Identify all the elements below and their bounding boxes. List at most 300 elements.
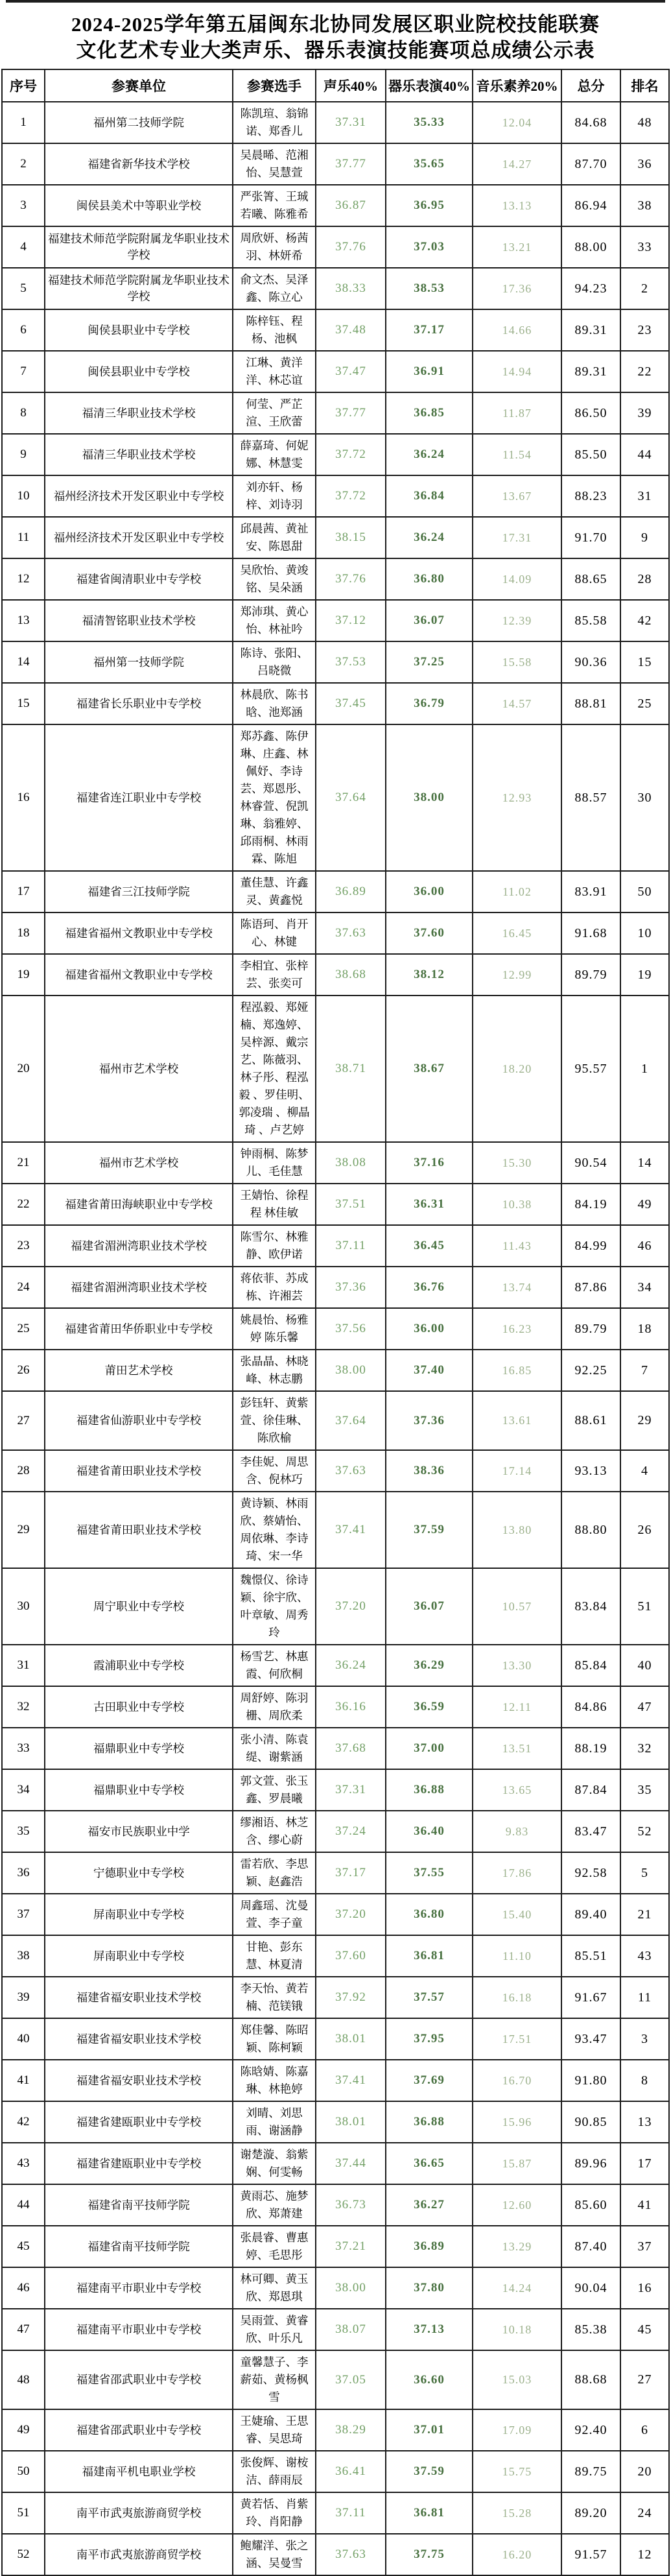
row-number-cell: 25 bbox=[2, 1308, 45, 1350]
total-score-cell: 91.67 bbox=[561, 1977, 620, 2018]
rank-cell: 49 bbox=[620, 1184, 669, 1225]
vocal-score-cell: 36.87 bbox=[316, 185, 386, 226]
school-cell: 福建技术师范学院附属龙华职业技术学校 bbox=[45, 268, 233, 309]
vocal-score-cell: 38.01 bbox=[316, 2101, 386, 2143]
rank-cell: 48 bbox=[620, 102, 669, 143]
row-number-cell: 2 bbox=[2, 143, 45, 185]
school-cell: 古田职业中专学校 bbox=[45, 1686, 233, 1728]
total-score-cell: 94.23 bbox=[561, 268, 620, 309]
contestants-cell: 陈诗、张阳、吕晓微 bbox=[233, 641, 316, 683]
rank-cell: 37 bbox=[620, 2226, 669, 2267]
instrumental-score-cell: 36.79 bbox=[386, 683, 473, 724]
row-number-cell: 31 bbox=[2, 1645, 45, 1686]
total-score-cell: 85.50 bbox=[561, 434, 620, 475]
row-number-cell: 27 bbox=[2, 1391, 45, 1450]
literacy-score-cell: 12.93 bbox=[473, 724, 561, 871]
rank-cell: 22 bbox=[620, 351, 669, 392]
rank-cell: 29 bbox=[620, 1391, 669, 1450]
school-cell: 福建省福安职业技术学校 bbox=[45, 1977, 233, 2018]
instrumental-score-cell: 37.17 bbox=[386, 309, 473, 351]
table-row bbox=[2, 1142, 669, 1184]
literacy-score-cell: 17.86 bbox=[473, 1852, 561, 1894]
rank-cell: 4 bbox=[620, 1450, 669, 1492]
school-cell: 福州经济技术开发区职业中专学校 bbox=[45, 475, 233, 517]
table-row bbox=[2, 600, 669, 641]
vocal-score-cell: 37.36 bbox=[316, 1267, 386, 1308]
row-number-cell: 3 bbox=[2, 185, 45, 226]
total-score-cell: 90.85 bbox=[561, 2101, 620, 2143]
contestants-cell: 黄诗颖、林雨欣、蔡婧怡、周依琳、李诗琦、宋一华 bbox=[233, 1492, 316, 1568]
instrumental-score-cell: 36.89 bbox=[386, 2226, 473, 2267]
vocal-score-cell: 37.11 bbox=[316, 2492, 386, 2534]
row-number-cell: 38 bbox=[2, 1935, 45, 1977]
literacy-score-cell: 10.38 bbox=[473, 1184, 561, 1225]
total-score-cell: 92.40 bbox=[561, 2409, 620, 2451]
school-cell: 福建省莆田职业技术学校 bbox=[45, 1492, 233, 1568]
contestants-cell: 彭钰轩、黄紫萱、徐佳琳、陈欣榆 bbox=[233, 1391, 316, 1450]
table-row bbox=[2, 1308, 669, 1350]
table-row bbox=[2, 2350, 669, 2409]
instrumental-score-cell: 38.12 bbox=[386, 954, 473, 996]
total-score-cell: 89.20 bbox=[561, 2492, 620, 2534]
instrumental-score-cell: 37.16 bbox=[386, 1142, 473, 1184]
literacy-score-cell: 14.09 bbox=[473, 558, 561, 600]
literacy-score-cell: 18.20 bbox=[473, 996, 561, 1142]
total-score-cell: 87.86 bbox=[561, 1267, 620, 1308]
school-cell: 福建省新华技术学校 bbox=[45, 143, 233, 185]
rank-cell: 52 bbox=[620, 1811, 669, 1852]
contestants-cell: 李相宜、张梓芸、张奕可 bbox=[233, 954, 316, 996]
school-cell: 福建省莆田华侨职业中专学校 bbox=[45, 1308, 233, 1350]
title-line-2: 文化艺术专业大类声乐、器乐表演技能赛项总成绩公示表 bbox=[76, 39, 595, 62]
vocal-score-cell: 37.47 bbox=[316, 351, 386, 392]
rank-cell: 36 bbox=[620, 143, 669, 185]
school-cell: 福建南平市职业中专学校 bbox=[45, 2267, 233, 2309]
contestants-cell: 林可卿、黄玉欣、郑恩琪 bbox=[233, 2267, 316, 2309]
rank-cell: 27 bbox=[620, 2350, 669, 2409]
contestants-cell: 郑沛琪、黄心怡、林祉吟 bbox=[233, 600, 316, 641]
contestants-cell: 江琳、黄洋洋、林芯谊 bbox=[233, 351, 316, 392]
instrumental-score-cell: 35.33 bbox=[386, 102, 473, 143]
instrumental-score-cell: 37.80 bbox=[386, 2267, 473, 2309]
rank-cell: 12 bbox=[620, 2534, 669, 2575]
contestants-cell: 邱晨茜、黄祉安、陈恩甜 bbox=[233, 517, 316, 558]
total-score-cell: 89.40 bbox=[561, 1894, 620, 1935]
school-cell: 霞浦职业中专学校 bbox=[45, 1645, 233, 1686]
instrumental-score-cell: 37.01 bbox=[386, 2409, 473, 2451]
table-row bbox=[2, 641, 669, 683]
instrumental-score-cell: 36.07 bbox=[386, 1568, 473, 1645]
literacy-score-cell: 17.09 bbox=[473, 2409, 561, 2451]
vocal-score-cell: 37.44 bbox=[316, 2143, 386, 2184]
contestants-cell: 王婕瑜、王思睿、吴思琦 bbox=[233, 2409, 316, 2451]
total-score-cell: 85.58 bbox=[561, 600, 620, 641]
total-score-cell: 85.84 bbox=[561, 1645, 620, 1686]
table-row bbox=[2, 1852, 669, 1894]
row-number-cell: 10 bbox=[2, 475, 45, 517]
contestants-cell: 程泓毅、郑娅楠、郑逸婷、吴梓源、戴宗艺、陈薇羽、林子彤、程泓毅 、罗佳明、郭凌瑞 、柳晶琦 、卢艺婷 bbox=[233, 996, 316, 1142]
school-cell: 福清三华职业技术学校 bbox=[45, 434, 233, 475]
instrumental-score-cell: 36.59 bbox=[386, 1686, 473, 1728]
total-score-cell: 93.47 bbox=[561, 2018, 620, 2060]
school-cell: 福建省湄洲湾职业技术学校 bbox=[45, 1267, 233, 1308]
row-number-cell: 30 bbox=[2, 1568, 45, 1645]
row-number-cell: 15 bbox=[2, 683, 45, 724]
table-row bbox=[2, 1686, 669, 1728]
literacy-score-cell: 15.96 bbox=[473, 2101, 561, 2143]
school-cell: 福建省连江职业中专学校 bbox=[45, 724, 233, 871]
literacy-score-cell: 15.03 bbox=[473, 2350, 561, 2409]
table-row bbox=[2, 1492, 669, 1568]
literacy-score-cell: 11.43 bbox=[473, 1225, 561, 1267]
instrumental-score-cell: 38.36 bbox=[386, 1450, 473, 1492]
rank-cell: 35 bbox=[620, 1769, 669, 1811]
row-number-cell: 21 bbox=[2, 1142, 45, 1184]
vocal-score-cell: 37.31 bbox=[316, 1769, 386, 1811]
vocal-score-cell: 36.24 bbox=[316, 1645, 386, 1686]
contestants-cell: 吴雨萱、黄睿欣、叶乐凡 bbox=[233, 2309, 316, 2350]
results-table bbox=[1, 69, 670, 2576]
row-number-cell: 12 bbox=[2, 558, 45, 600]
row-number-cell: 4 bbox=[2, 226, 45, 268]
literacy-score-cell: 15.58 bbox=[473, 641, 561, 683]
vocal-score-cell: 37.60 bbox=[316, 1935, 386, 1977]
contestants-cell: 董佳慧、许鑫灵、黄鑫悦 bbox=[233, 871, 316, 912]
rank-cell: 7 bbox=[620, 1350, 669, 1391]
total-score-cell: 86.50 bbox=[561, 392, 620, 434]
instrumental-score-cell: 36.65 bbox=[386, 2143, 473, 2184]
table-row bbox=[2, 2309, 669, 2350]
rank-cell: 44 bbox=[620, 434, 669, 475]
rank-cell: 19 bbox=[620, 954, 669, 996]
rank-cell: 17 bbox=[620, 2143, 669, 2184]
instrumental-score-cell: 36.31 bbox=[386, 1184, 473, 1225]
literacy-score-cell: 12.11 bbox=[473, 1686, 561, 1728]
school-cell: 福建省闽清职业中专学校 bbox=[45, 558, 233, 600]
school-cell: 福安市民族职业中学 bbox=[45, 1811, 233, 1852]
school-cell: 福建省南平技师学院 bbox=[45, 2184, 233, 2226]
table-row bbox=[2, 2492, 669, 2534]
contestants-cell: 郭文萱、张玉鑫、罗晨曦 bbox=[233, 1769, 316, 1811]
literacy-score-cell: 16.20 bbox=[473, 2534, 561, 2575]
literacy-score-cell: 10.18 bbox=[473, 2309, 561, 2350]
literacy-score-cell: 13.80 bbox=[473, 1492, 561, 1568]
vocal-score-cell: 37.72 bbox=[316, 475, 386, 517]
vocal-score-cell: 37.63 bbox=[316, 912, 386, 954]
row-number-cell: 52 bbox=[2, 2534, 45, 2575]
instrumental-score-cell: 36.45 bbox=[386, 1225, 473, 1267]
literacy-score-cell: 15.28 bbox=[473, 2492, 561, 2534]
table-row bbox=[2, 2143, 669, 2184]
table-row bbox=[2, 1450, 669, 1492]
rank-cell: 43 bbox=[620, 1935, 669, 1977]
row-number-cell: 8 bbox=[2, 392, 45, 434]
vocal-score-cell: 37.48 bbox=[316, 309, 386, 351]
instrumental-score-cell: 37.36 bbox=[386, 1391, 473, 1450]
row-number-cell: 11 bbox=[2, 517, 45, 558]
literacy-score-cell: 17.51 bbox=[473, 2018, 561, 2060]
table-row bbox=[2, 683, 669, 724]
instrumental-score-cell: 37.69 bbox=[386, 2060, 473, 2101]
table-row bbox=[2, 226, 669, 268]
contestants-cell: 童馨慧子、李薪茹、黄杨枫雪 bbox=[233, 2350, 316, 2409]
total-score-cell: 85.51 bbox=[561, 1935, 620, 1977]
total-score-cell: 92.25 bbox=[561, 1350, 620, 1391]
literacy-score-cell: 15.87 bbox=[473, 2143, 561, 2184]
row-number-cell: 29 bbox=[2, 1492, 45, 1568]
rank-cell: 26 bbox=[620, 1492, 669, 1568]
vocal-score-cell: 37.20 bbox=[316, 1894, 386, 1935]
instrumental-score-cell: 36.24 bbox=[386, 434, 473, 475]
school-cell: 福建省福安职业技术学校 bbox=[45, 2060, 233, 2101]
contestants-cell: 何莹、严芷渲、王欣蕾 bbox=[233, 392, 316, 434]
rank-cell: 38 bbox=[620, 185, 669, 226]
instrumental-score-cell: 37.03 bbox=[386, 226, 473, 268]
contestants-cell: 林晨欣、陈书晗、池郑涵 bbox=[233, 683, 316, 724]
total-score-cell: 91.70 bbox=[561, 517, 620, 558]
header-instrumental: 器乐表演40% bbox=[386, 69, 473, 102]
instrumental-score-cell: 36.80 bbox=[386, 558, 473, 600]
total-score-cell: 84.86 bbox=[561, 1686, 620, 1728]
literacy-score-cell: 13.13 bbox=[473, 185, 561, 226]
instrumental-score-cell: 37.59 bbox=[386, 2451, 473, 2492]
vocal-score-cell: 38.29 bbox=[316, 2409, 386, 2451]
literacy-score-cell: 15.30 bbox=[473, 1142, 561, 1184]
total-score-cell: 90.36 bbox=[561, 641, 620, 683]
literacy-score-cell: 13.61 bbox=[473, 1391, 561, 1450]
literacy-score-cell: 13.74 bbox=[473, 1267, 561, 1308]
table-row bbox=[2, 2267, 669, 2309]
school-cell: 福州第二技师学院 bbox=[45, 102, 233, 143]
vocal-score-cell: 37.64 bbox=[316, 724, 386, 871]
rank-cell: 32 bbox=[620, 1728, 669, 1769]
vocal-score-cell: 36.41 bbox=[316, 2451, 386, 2492]
row-number-cell: 47 bbox=[2, 2309, 45, 2350]
literacy-score-cell: 14.27 bbox=[473, 143, 561, 185]
rank-cell: 1 bbox=[620, 996, 669, 1142]
instrumental-score-cell: 37.57 bbox=[386, 1977, 473, 2018]
instrumental-score-cell: 36.76 bbox=[386, 1267, 473, 1308]
contestants-cell: 雷若欣、李思颖、赵鑫浩 bbox=[233, 1852, 316, 1894]
row-number-cell: 39 bbox=[2, 1977, 45, 2018]
row-number-cell: 33 bbox=[2, 1728, 45, 1769]
rank-cell: 2 bbox=[620, 268, 669, 309]
contestants-cell: 鲍耀洋、张之涵、吴曼雪 bbox=[233, 2534, 316, 2575]
contestants-cell: 谢楚漩、翁紫娴、何雯畅 bbox=[233, 2143, 316, 2184]
school-cell: 福建省福州文教职业中专学校 bbox=[45, 954, 233, 996]
school-cell: 南平市武夷旅游商贸学校 bbox=[45, 2492, 233, 2534]
literacy-score-cell: 15.75 bbox=[473, 2451, 561, 2492]
table-row bbox=[2, 724, 669, 871]
school-cell: 周宁职业中专学校 bbox=[45, 1568, 233, 1645]
table-row bbox=[2, 392, 669, 434]
table-row bbox=[2, 1568, 669, 1645]
contestants-cell: 周舒婷、陈羽栅、周欣柔 bbox=[233, 1686, 316, 1728]
vocal-score-cell: 36.73 bbox=[316, 2184, 386, 2226]
literacy-score-cell: 13.30 bbox=[473, 1645, 561, 1686]
literacy-score-cell: 14.94 bbox=[473, 351, 561, 392]
instrumental-score-cell: 37.00 bbox=[386, 1728, 473, 1769]
total-score-cell: 91.80 bbox=[561, 2060, 620, 2101]
total-score-cell: 84.19 bbox=[561, 1184, 620, 1225]
table-row bbox=[2, 268, 669, 309]
contestants-cell: 陈凯瑄、翁锦诺、郑香儿 bbox=[233, 102, 316, 143]
school-cell: 福建南平市职业中专学校 bbox=[45, 2309, 233, 2350]
school-cell: 福建省莆田海峡职业中专学校 bbox=[45, 1184, 233, 1225]
school-cell: 福建省福州文教职业中专学校 bbox=[45, 912, 233, 954]
title-line-1: 2024-2025学年第五届闽东北协同发展区职业院校技能联赛 bbox=[71, 13, 600, 36]
total-score-cell: 85.38 bbox=[561, 2309, 620, 2350]
total-score-cell: 87.40 bbox=[561, 2226, 620, 2267]
table-row bbox=[2, 954, 669, 996]
row-number-cell: 48 bbox=[2, 2350, 45, 2409]
school-cell: 福建省南平技师学院 bbox=[45, 2226, 233, 2267]
total-score-cell: 95.57 bbox=[561, 996, 620, 1142]
rank-cell: 23 bbox=[620, 309, 669, 351]
total-score-cell: 86.94 bbox=[561, 185, 620, 226]
total-score-cell: 89.96 bbox=[561, 2143, 620, 2184]
instrumental-score-cell: 36.29 bbox=[386, 1645, 473, 1686]
table-row bbox=[2, 2534, 669, 2575]
rank-cell: 40 bbox=[620, 1645, 669, 1686]
literacy-score-cell: 12.99 bbox=[473, 954, 561, 996]
vocal-score-cell: 38.08 bbox=[316, 1142, 386, 1184]
vocal-score-cell: 37.20 bbox=[316, 1568, 386, 1645]
row-number-cell: 26 bbox=[2, 1350, 45, 1391]
rank-cell: 45 bbox=[620, 2309, 669, 2350]
literacy-score-cell: 16.85 bbox=[473, 1350, 561, 1391]
table-row bbox=[2, 2409, 669, 2451]
total-score-cell: 92.58 bbox=[561, 1852, 620, 1894]
row-number-cell: 42 bbox=[2, 2101, 45, 2143]
instrumental-score-cell: 36.88 bbox=[386, 2101, 473, 2143]
table-row bbox=[2, 1728, 669, 1769]
contestants-cell: 陈语珂、肖开心、林键 bbox=[233, 912, 316, 954]
literacy-score-cell: 11.54 bbox=[473, 434, 561, 475]
instrumental-score-cell: 38.53 bbox=[386, 268, 473, 309]
contestants-cell: 俞文杰、吴泽鑫、陈立心 bbox=[233, 268, 316, 309]
contestants-cell: 周鑫瑶、沈曼萱、李子童 bbox=[233, 1894, 316, 1935]
row-number-cell: 50 bbox=[2, 2451, 45, 2492]
rank-cell: 9 bbox=[620, 517, 669, 558]
row-number-cell: 32 bbox=[2, 1686, 45, 1728]
instrumental-score-cell: 36.81 bbox=[386, 2492, 473, 2534]
rank-cell: 25 bbox=[620, 683, 669, 724]
table-row bbox=[2, 1769, 669, 1811]
contestants-cell: 陈梓钰、程杨、池枫 bbox=[233, 309, 316, 351]
row-number-cell: 43 bbox=[2, 2143, 45, 2184]
row-number-cell: 46 bbox=[2, 2267, 45, 2309]
total-score-cell: 87.70 bbox=[561, 143, 620, 185]
school-cell: 福建省邵武职业中专学校 bbox=[45, 2350, 233, 2409]
contestants-cell: 甘艳、彭东慧、林夏清 bbox=[233, 1935, 316, 1977]
header-no: 序号 bbox=[2, 69, 45, 102]
rank-cell: 16 bbox=[620, 2267, 669, 2309]
total-score-cell: 91.68 bbox=[561, 912, 620, 954]
total-score-cell: 90.54 bbox=[561, 1142, 620, 1184]
contestants-cell: 刘晴、刘思雨、谢涵静 bbox=[233, 2101, 316, 2143]
table-row bbox=[2, 1935, 669, 1977]
contestants-cell: 张小清、陈袁缇、谢紫涵 bbox=[233, 1728, 316, 1769]
contestants-cell: 黄若恬、肖紫玲、肖阳静 bbox=[233, 2492, 316, 2534]
literacy-score-cell: 11.87 bbox=[473, 392, 561, 434]
rank-cell: 8 bbox=[620, 2060, 669, 2101]
rank-cell: 5 bbox=[620, 1852, 669, 1894]
vocal-score-cell: 38.07 bbox=[316, 2309, 386, 2350]
rank-cell: 31 bbox=[620, 475, 669, 517]
row-number-cell: 1 bbox=[2, 102, 45, 143]
instrumental-score-cell: 37.95 bbox=[386, 2018, 473, 2060]
row-number-cell: 19 bbox=[2, 954, 45, 996]
literacy-score-cell: 13.21 bbox=[473, 226, 561, 268]
contestants-cell: 薛嘉琦、何妮娜、林慧雯 bbox=[233, 434, 316, 475]
table-row bbox=[2, 871, 669, 912]
table-row bbox=[2, 1811, 669, 1852]
table-row bbox=[2, 102, 669, 143]
literacy-score-cell: 10.57 bbox=[473, 1568, 561, 1645]
literacy-score-cell: 11.02 bbox=[473, 871, 561, 912]
contestants-cell: 钟雨桐、陈梦儿、毛佳慧 bbox=[233, 1142, 316, 1184]
vocal-score-cell: 37.76 bbox=[316, 558, 386, 600]
table-row bbox=[2, 1645, 669, 1686]
row-number-cell: 13 bbox=[2, 600, 45, 641]
rank-cell: 13 bbox=[620, 2101, 669, 2143]
instrumental-score-cell: 36.80 bbox=[386, 1894, 473, 1935]
rank-cell: 6 bbox=[620, 2409, 669, 2451]
school-cell: 莆田艺术学校 bbox=[45, 1350, 233, 1391]
contestants-cell: 李佳妮、周思含、倪林巧 bbox=[233, 1450, 316, 1492]
total-score-cell: 88.68 bbox=[561, 2350, 620, 2409]
document-title bbox=[0, 3, 671, 67]
rank-cell: 21 bbox=[620, 1894, 669, 1935]
school-cell: 福建省三江技师学院 bbox=[45, 871, 233, 912]
contestants-cell: 缪湘语、林芝含、缪心蔚 bbox=[233, 1811, 316, 1852]
total-score-cell: 93.13 bbox=[561, 1450, 620, 1492]
vocal-score-cell: 37.41 bbox=[316, 2060, 386, 2101]
instrumental-score-cell: 36.40 bbox=[386, 1811, 473, 1852]
rank-cell: 3 bbox=[620, 2018, 669, 2060]
vocal-score-cell: 37.76 bbox=[316, 226, 386, 268]
row-number-cell: 23 bbox=[2, 1225, 45, 1267]
literacy-score-cell: 11.10 bbox=[473, 1935, 561, 1977]
literacy-score-cell: 17.14 bbox=[473, 1450, 561, 1492]
instrumental-score-cell: 37.25 bbox=[386, 641, 473, 683]
total-score-cell: 91.57 bbox=[561, 2534, 620, 2575]
total-score-cell: 89.75 bbox=[561, 2451, 620, 2492]
school-cell: 福州第一技师学院 bbox=[45, 641, 233, 683]
vocal-score-cell: 36.16 bbox=[316, 1686, 386, 1728]
vocal-score-cell: 37.17 bbox=[316, 1852, 386, 1894]
school-cell: 福州市艺术学校 bbox=[45, 1142, 233, 1184]
table-row bbox=[2, 1894, 669, 1935]
total-score-cell: 83.47 bbox=[561, 1811, 620, 1852]
vocal-score-cell: 38.68 bbox=[316, 954, 386, 996]
contestants-cell: 李天怡、黄若楠、范镁锇 bbox=[233, 1977, 316, 2018]
literacy-score-cell: 14.57 bbox=[473, 683, 561, 724]
row-number-cell: 36 bbox=[2, 1852, 45, 1894]
table-row bbox=[2, 1977, 669, 2018]
rank-cell: 34 bbox=[620, 1267, 669, 1308]
row-number-cell: 28 bbox=[2, 1450, 45, 1492]
school-cell: 福建省长乐职业中专学校 bbox=[45, 683, 233, 724]
instrumental-score-cell: 36.85 bbox=[386, 392, 473, 434]
instrumental-score-cell: 36.07 bbox=[386, 600, 473, 641]
header-vocal: 声乐40% bbox=[316, 69, 386, 102]
row-number-cell: 9 bbox=[2, 434, 45, 475]
rank-cell: 15 bbox=[620, 641, 669, 683]
row-number-cell: 5 bbox=[2, 268, 45, 309]
total-score-cell: 89.31 bbox=[561, 351, 620, 392]
